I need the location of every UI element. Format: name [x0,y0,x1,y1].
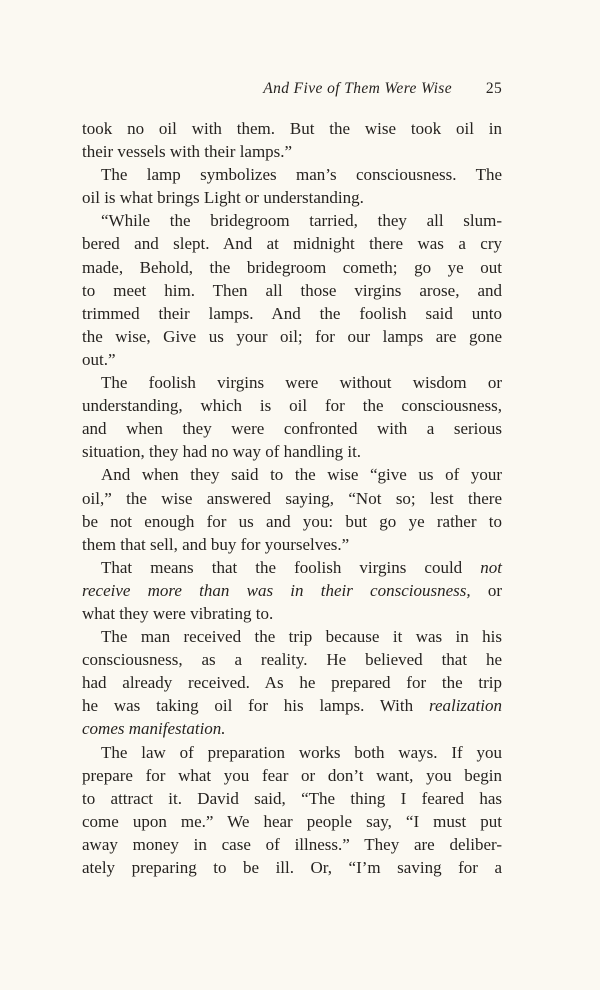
text-segment: The foolish virgins were without wisdom or [101,373,502,393]
text-line [82,117,502,140]
text-segment: or [470,580,502,600]
italic-text: comes manifestation. [82,719,226,739]
text-segment: That means that the foolish virgins could [101,557,481,577]
page-number: 25 [485,80,502,97]
text-segment: “While the bridegroom tarried, they all slum- [101,211,502,231]
text-line [82,140,502,163]
text-line [82,510,502,533]
text-segment: made, Behold, the bridegroom cometh; go ye out [82,257,502,277]
text-line [82,833,502,856]
text-segment: bered and slept. And at midnight there was a cry [82,234,502,254]
text-segment: took no oil with them. But the wise took oil in [82,119,502,138]
text-line [82,856,502,879]
text-line [82,463,502,486]
text-segment: away money in case of illness.” They are deliber- [82,834,502,854]
italic-text: realization [428,696,502,716]
text-line [82,533,502,556]
text-line [82,348,502,371]
text-line [82,209,502,232]
text-line [82,394,502,417]
text-segment: and when they were confronted with a serious [82,419,502,439]
text-segment: be not enough for us and you: but go ye rather to [82,511,502,531]
text-line [82,417,502,440]
text-line [82,487,502,510]
text-line [82,579,502,602]
text-segment: The law of preparation works both ways. If you [101,742,502,762]
text-segment: situation, they had no way of handling it. [82,442,362,462]
text-line [82,186,502,209]
text-segment: what they were vibrating to. [82,603,274,623]
text-segment: out.” [82,349,116,369]
text-segment: And when they said to the wise “give us of your [101,465,502,485]
text-line [82,371,502,394]
text-segment: the wise, Give us your oil; for our lamps are gone [82,326,502,346]
text-segment: consciousness, as a reality. He believed that he [82,650,502,670]
text-segment: oil,” the wise answered saying, “Not so; lest there [82,488,502,508]
text-line [82,625,502,648]
text-line [82,810,502,833]
text-line [82,232,502,255]
text-line [82,440,502,463]
text-segment: prepare for what you fear or don’t want, you begin [82,765,502,785]
text-line [82,741,502,764]
text-line [82,279,502,302]
text-line [82,556,502,579]
text-line [82,671,502,694]
text-segment: The lamp symbolizes man’s consciousness. The [101,165,502,185]
text-line [82,787,502,810]
text-line [82,717,502,740]
running-header [82,80,502,102]
italic-text: receive more than was in their consciousness, [82,580,471,600]
text-segment: understanding, which is oil for the consciousness, [82,396,502,416]
text-segment: he was taking oil for his lamps. With [82,696,429,716]
italic-text: not [480,557,502,577]
text-line [82,602,502,625]
text-segment: them that sell, and buy for yourselves.” [82,534,350,554]
text-line [82,764,502,787]
text-segment: oil is what brings Light or understanding. [82,188,364,208]
text-segment: trimmed their lamps. And the foolish said unto [82,303,502,323]
text-segment: to attract it. David said, “The thing I feared has [82,788,502,808]
text-segment: ately preparing to be ill. Or, “I’m saving for a [82,858,502,877]
text-segment: to meet him. Then all those virgins arose, and [82,280,502,300]
text-segment: come upon me.” We hear people say, “I must put [82,811,502,831]
text-line [82,325,502,348]
running-title: And Five of Them Were Wise [263,80,452,97]
text-line [82,163,502,186]
text-line [82,256,502,279]
text-segment: their vessels with their lamps.” [82,142,293,162]
text-line [82,648,502,671]
body-text [82,117,502,879]
text-line [82,694,502,717]
text-line [82,302,502,325]
text-segment: had already received. As he prepared for the trip [82,673,502,693]
text-segment: The man received the trip because it was in his [101,627,502,647]
